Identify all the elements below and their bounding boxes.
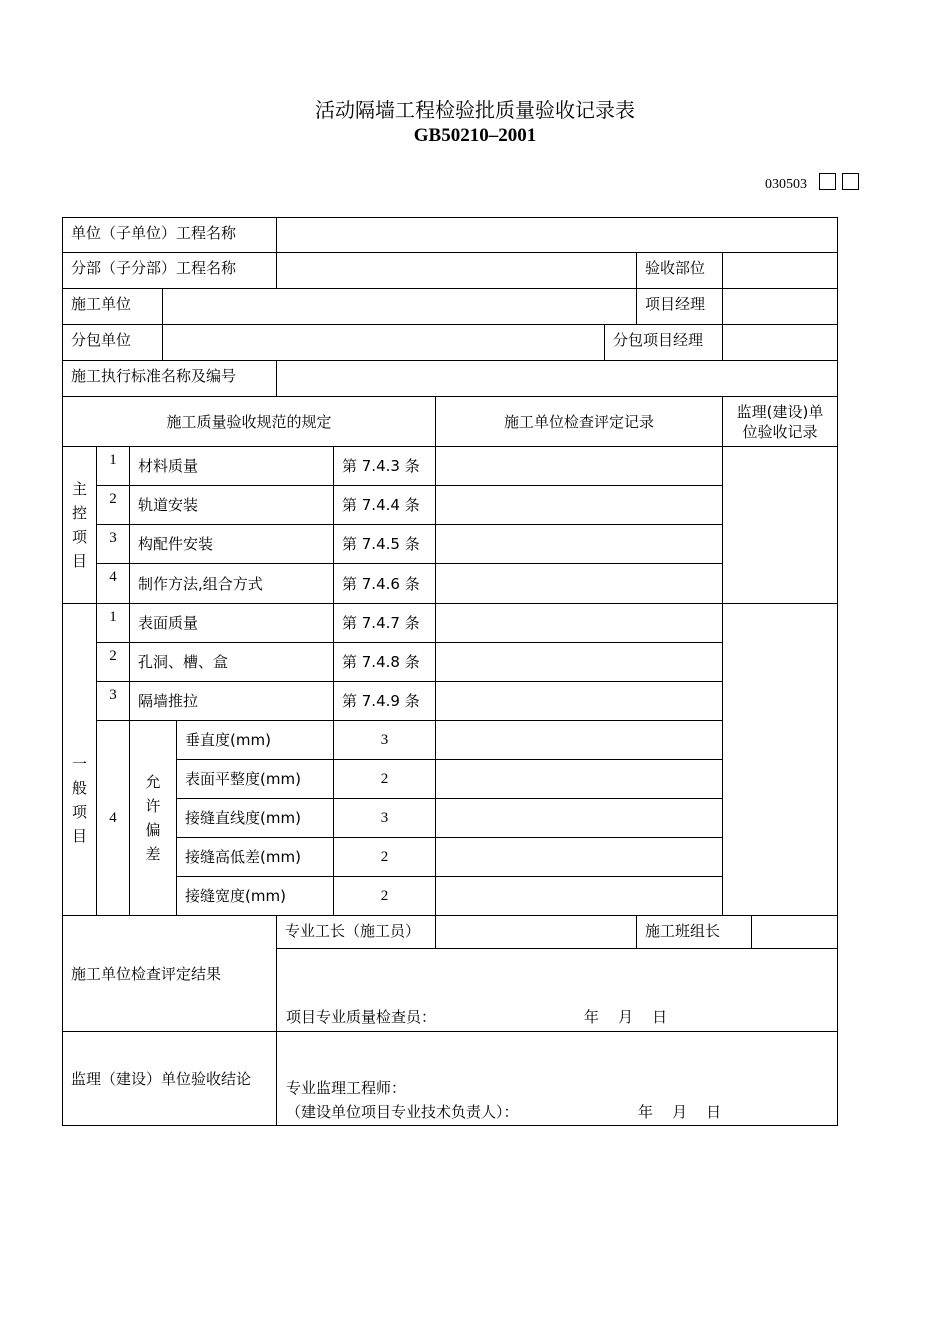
main-item-no-1: 1	[96, 446, 130, 486]
general-item-no-1: 1	[96, 603, 130, 643]
general-item-check-3[interactable]	[435, 681, 723, 721]
page-title: 活动隔墙工程检验批质量验收记录表	[315, 98, 635, 122]
deviation-check-3[interactable]	[435, 798, 723, 838]
spec-column-header: 施工质量验收规范的规定	[62, 396, 436, 447]
general-items-label: 一般项目	[62, 603, 97, 916]
inspector-label: 项目专业质量检查员：	[286, 1008, 437, 1026]
main-item-check-2[interactable]	[435, 485, 723, 525]
main-item-name-2: 轨道安装	[129, 485, 334, 525]
subcontract-manager-label: 分包项目经理	[604, 324, 723, 361]
deviation-value-1: 3	[333, 720, 436, 760]
construction-unit-label: 施工单位	[62, 288, 163, 325]
supervision-record-column-header: 监理(建设)单位验收记录	[722, 396, 838, 447]
acceptance-part-label: 验收部位	[636, 252, 723, 289]
deviation-value-4: 2	[333, 837, 436, 877]
construction-unit-value[interactable]	[162, 288, 637, 325]
check-record-column-header: 施工单位检查评定记录	[435, 396, 723, 447]
main-item-name-1: 材料质量	[129, 446, 334, 486]
unit-project-label: 单位（子单位）工程名称	[62, 217, 277, 253]
deviation-value-3: 3	[333, 798, 436, 838]
result-label: 施工单位检查评定结果	[62, 915, 277, 1032]
deviation-value-2: 2	[333, 759, 436, 799]
main-items-supervision[interactable]	[722, 446, 838, 604]
project-manager-label: 项目经理	[636, 288, 723, 325]
deviation-name-2: 表面平整度(mm)	[176, 759, 334, 799]
deviation-label: 允许偏差	[129, 720, 177, 916]
subcontract-unit-value[interactable]	[162, 324, 605, 361]
main-item-name-3: 构配件安装	[129, 524, 334, 564]
main-item-clause-4: 第 7.4.6 条	[333, 563, 436, 604]
main-item-clause-1: 第 7.4.3 条	[333, 446, 436, 486]
general-item-clause-2: 第 7.4.8 条	[333, 642, 436, 682]
subcontract-manager-value[interactable]	[722, 324, 838, 361]
result-content[interactable]	[276, 948, 838, 1032]
deviation-check-2[interactable]	[435, 759, 723, 799]
deviation-name-4: 接缝高低差(mm)	[176, 837, 334, 877]
form-code: 030503	[765, 177, 807, 192]
deviation-name-5: 接缝宽度(mm)	[176, 876, 334, 916]
conclusion-content[interactable]	[276, 1031, 838, 1126]
sub-project-value[interactable]	[276, 252, 637, 289]
project-manager-value[interactable]	[722, 288, 838, 325]
foreman-label: 专业工长（施工员）	[276, 915, 436, 949]
owner-label: （建设单位项目专业技术负责人）：	[286, 1103, 519, 1121]
main-item-check-3[interactable]	[435, 524, 723, 564]
general-item-name-3: 隔墙推拉	[129, 681, 334, 721]
standard-name-label: 施工执行标准名称及编号	[62, 360, 277, 397]
general-item-check-2[interactable]	[435, 642, 723, 682]
standard-name-value[interactable]	[276, 360, 838, 397]
team-leader-value[interactable]	[751, 915, 838, 949]
sub-project-label: 分部（子分部）工程名称	[62, 252, 277, 289]
general-item-name-1: 表面质量	[129, 603, 334, 643]
foreman-value[interactable]	[435, 915, 637, 949]
main-items-label: 主控项目	[62, 446, 97, 604]
deviation-no: 4	[96, 720, 130, 916]
standard-code: GB50210–2001	[413, 125, 537, 146]
main-item-no-3: 3	[96, 524, 130, 564]
general-items-supervision[interactable]	[722, 603, 838, 916]
deviation-value-5: 2	[333, 876, 436, 916]
main-item-check-4[interactable]	[435, 563, 723, 604]
code-box-2[interactable]	[842, 173, 859, 190]
acceptance-part-value[interactable]	[722, 252, 838, 289]
general-item-check-1[interactable]	[435, 603, 723, 643]
main-item-clause-3: 第 7.4.5 条	[333, 524, 436, 564]
deviation-check-1[interactable]	[435, 720, 723, 760]
general-item-no-2: 2	[96, 642, 130, 682]
general-item-name-2: 孔洞、槽、盒	[129, 642, 334, 682]
unit-project-value[interactable]	[276, 217, 838, 253]
deviation-name-1: 垂直度(mm)	[176, 720, 334, 760]
deviation-check-5[interactable]	[435, 876, 723, 916]
conclusion-label: 监理（建设）单位验收结论	[62, 1031, 277, 1126]
general-item-no-3: 3	[96, 681, 130, 721]
engineer-label: 专业监理工程师：	[286, 1079, 407, 1097]
conclusion-date: 年 月 日	[638, 1103, 722, 1121]
code-box-1[interactable]	[819, 173, 836, 190]
main-item-no-2: 2	[96, 485, 130, 525]
main-item-no-4: 4	[96, 563, 130, 604]
general-item-clause-3: 第 7.4.9 条	[333, 681, 436, 721]
main-item-check-1[interactable]	[435, 446, 723, 486]
deviation-name-3: 接缝直线度(mm)	[176, 798, 334, 838]
result-date: 年 月 日	[584, 1008, 668, 1026]
main-item-clause-2: 第 7.4.4 条	[333, 485, 436, 525]
subcontract-unit-label: 分包单位	[62, 324, 163, 361]
team-leader-label: 施工班组长	[636, 915, 752, 949]
general-item-clause-1: 第 7.4.7 条	[333, 603, 436, 643]
deviation-check-4[interactable]	[435, 837, 723, 877]
main-item-name-4: 制作方法,组合方式	[129, 563, 334, 604]
